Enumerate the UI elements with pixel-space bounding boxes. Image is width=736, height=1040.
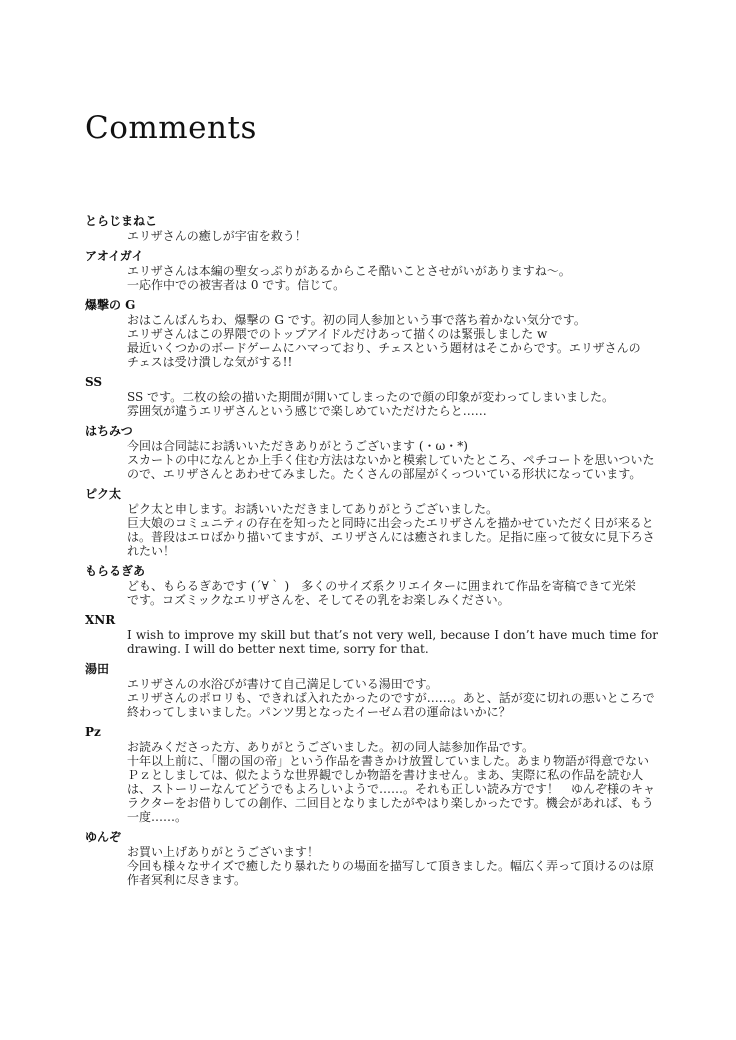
comment-entry (85, 298, 659, 369)
commenter-name: はちみつ (85, 424, 133, 438)
comment-line: 終わってしまいました。パンツ男となったイーゼム君の運命はいかに？ (127, 705, 511, 719)
comment-entry (85, 214, 659, 243)
comment-line: Ｐｚとしましては、似たような世界観でしか物語を書けません。まあ、実際に私の作品を読む人 (127, 768, 644, 782)
comment-line: 今回は合同誌にお誘いいただきありがとうございます (・ω・*) (127, 439, 468, 453)
commenter-name: アオイガイ (85, 249, 144, 263)
comment-entry (85, 564, 659, 607)
comment-line: お読みくださった方、ありがとうございました。初の同人誌参加作品です。 (127, 740, 535, 754)
comment-line: 一応作中での被害者は 0 です。信じて。 (127, 278, 346, 292)
comment-entry (85, 662, 659, 719)
comment-entry (85, 249, 659, 292)
comments-list (85, 214, 659, 893)
comment-entry (85, 424, 659, 481)
comment-body (127, 845, 658, 887)
comment-line: ども、もらるぎあです (´∀｀ ) 多くのサイズ系クリエイターに囲まれて作品を寄稿できて光栄 (127, 579, 637, 593)
comment-line: 巨大娘のコミュニティの存在を知ったと同時に出会ったエリザさんを描かせていただく日が来ると (127, 516, 654, 530)
comment-body (127, 628, 658, 656)
comment-entry (85, 830, 659, 887)
comment-line: お買い上げありがとうございます！ (127, 845, 320, 859)
page-title: Comments (85, 110, 257, 146)
comment-body (127, 313, 658, 369)
commenter-name: XNR (85, 613, 116, 627)
commenter-name: 湯田 (85, 662, 110, 676)
comment-line: チェスは受け潰しな気がする!! (127, 355, 293, 369)
comment-line: 最近いくつかのボードゲームにハマっており、チェスという題材はそこからです。エリザさんの (127, 341, 641, 355)
comment-body (127, 264, 658, 292)
comment-line: drawing. I will do better next time, sorry for that. (127, 642, 429, 656)
commenter-name: 爆撃の G (85, 298, 136, 312)
comment-line: ので、エリザさんとあわせてみました。たくさんの部屋がくっついている形状になっています。 (127, 467, 642, 481)
commenter-name: Pz (85, 725, 101, 739)
comment-body (127, 740, 658, 824)
comment-body (127, 390, 658, 418)
comment-entry (85, 613, 659, 656)
comment-entry (85, 375, 659, 418)
commenter-name: ピク太 (85, 487, 122, 501)
comment-line: です。コズミックなエリザさんを、そしてその乳をお楽しみください。 (127, 593, 510, 607)
comment-line: 今回も様々なサイズで癒したり暴れたりの場面を描写して頂きました。幅広く弄って頂けるのは原 (127, 859, 655, 873)
comment-entry (85, 487, 659, 558)
comment-line: 一度……。 (127, 810, 188, 824)
comment-line: は。普段はエロばかり描いてますが、エリザさんには癒されました。足指に座って彼女に見下ろさ (127, 530, 655, 544)
comment-line: エリザさんの癒しが宇宙を救う！ (127, 229, 307, 243)
commenter-name: とらじまねこ (85, 214, 158, 228)
comment-line: エリザさんはこの界隈でのトップアイドルだけあって描くのは緊張しました w (127, 327, 548, 341)
comment-line: エリザさんのポロリも、できれば入れたかったのですが……。あと、話が変に切れの悪いところで (127, 691, 655, 705)
comment-line: エリザさんの水浴びが書けて自己満足している湯田です。 (127, 677, 438, 691)
comment-entry (85, 725, 659, 824)
comment-line: 雰囲気が違うエリザさんという感じで楽しめていただけたらと…… (127, 404, 487, 418)
commenter-name: もらるぎあ (85, 564, 146, 578)
comment-line: おはこんばんちわ、爆撃の G です。初の同人参加という事で落ち着かない気分です。 (127, 313, 586, 327)
comment-line: ピク太と申します。お誘いいただきましてありがとうございました。 (127, 502, 499, 516)
comment-line: SS です。二枚の絵の描いた期間が開いてしまったので顔の印象が変わってしまいました。 (127, 390, 614, 404)
comment-line: れたい！ (127, 544, 176, 558)
commenter-name: SS (85, 375, 103, 389)
comment-line: 作者冥利に尽きます。 (127, 873, 247, 887)
comment-line: I wish to improve my skill but that’s not very well, because I don’t have much time for (127, 628, 658, 642)
comment-line: エリザさんは本編の聖女っぷりがあるからこそ酷いことさせがいがありますね～。 (127, 264, 571, 278)
comment-line: は、ストーリーなんてどうでもよろしいようで……。それも正しい読み方です！ ゆんぞ様のキャ (127, 782, 656, 796)
comment-body (127, 677, 658, 719)
comment-line: 十年以上前に、「闇の国の帝」という作品を書きかけ放置していました。あまり物語が得意でない (127, 754, 650, 768)
comment-body (127, 579, 658, 607)
comment-body (127, 229, 658, 243)
comment-line: ラクターをお借りしての創作、二回目となりましたがやはり楽しかったです。機会があれば、もう (127, 796, 654, 810)
comment-body (127, 439, 658, 481)
comment-line: スカートの中になんとか上手く住む方法はないかと模索していたところ、ペチコートを思いついた (127, 453, 655, 467)
comment-body (127, 502, 658, 558)
commenter-name: ゆんぞ (85, 830, 122, 844)
